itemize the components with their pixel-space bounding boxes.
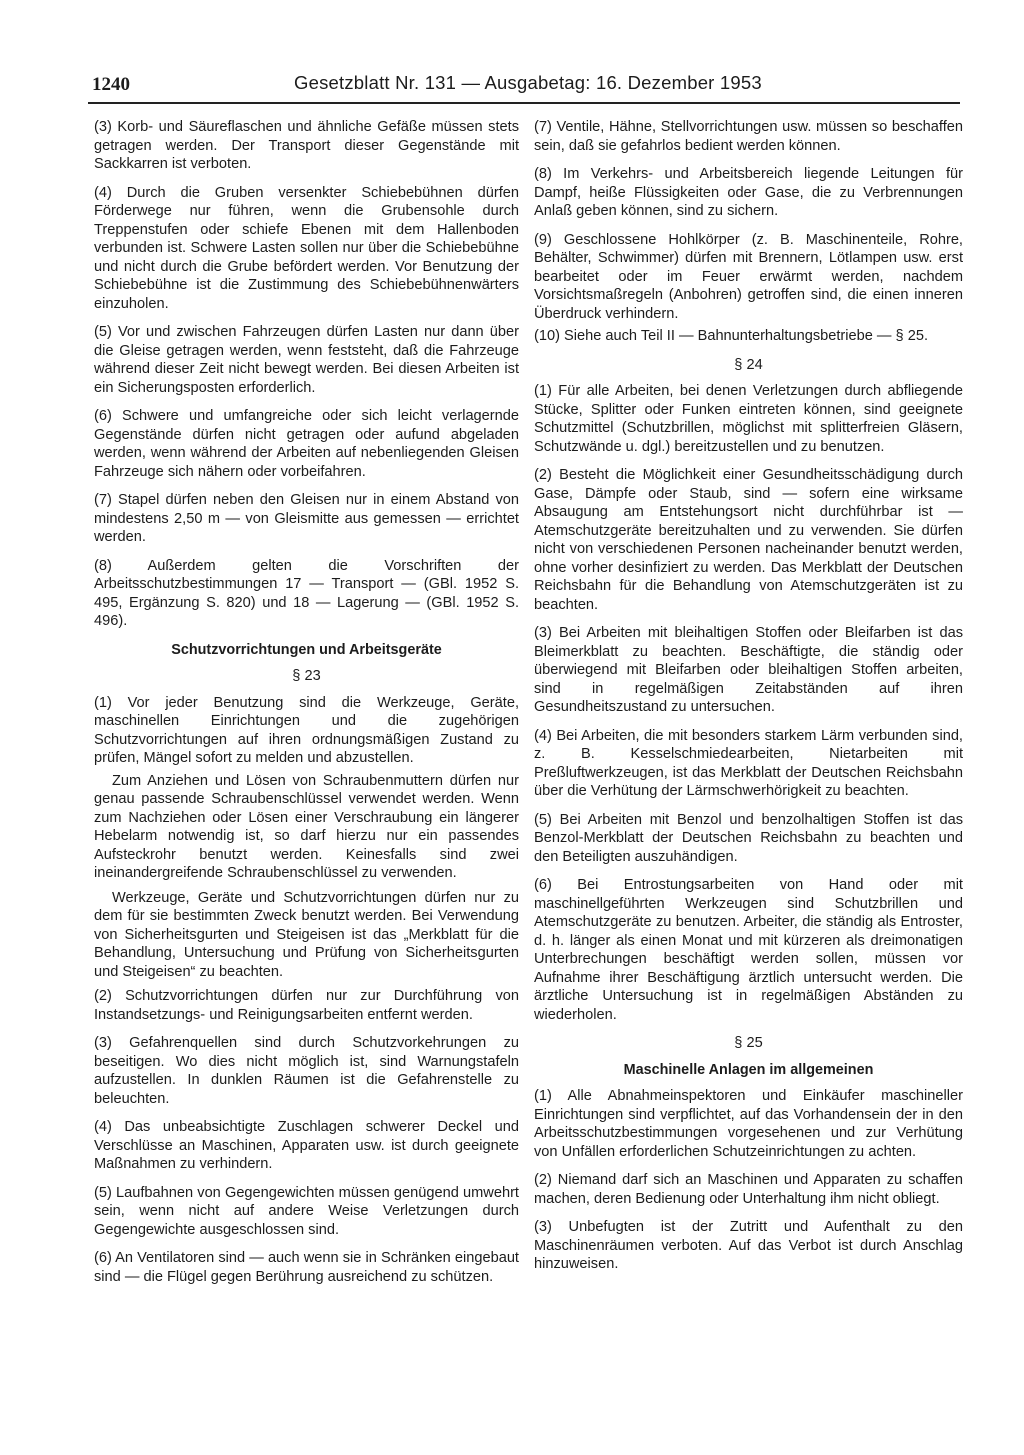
paragraph: (6) An Ventilatoren sind — auch wenn sie in Schränken eingebaut sind — die Flügel gegen Berührung ausreichend zu schützen. <box>94 1250 519 1285</box>
paragraph: (7) Stapel dürfen neben den Gleisen nur in einem Abstand von mindestens 2,50 m — von Gleismitte aus gemessen — errichtet werden. <box>94 492 519 545</box>
running-title: Gesetzblatt Nr. 131 — Ausgabetag: 16. Dezember 1953 <box>294 72 762 93</box>
paragraph: (6) Bei Entrostungsarbeiten von Hand oder mit maschinellgeführten Werkzeugen sind Schutzbrillen und Atemschutzgeräte zu benutzen. Arbeiter, die ständig als Entroster, d. h. länger als einen Monat und mit kürzeren als dreimonatigen Unterbrechungen beschäftigt werden sollen, müssen vor Aufnahme ihrer Beschäftigung ärztlich untersucht werden. Die ärztliche Untersuchung ist in regelmäßigen Abständen zu wiederholen. <box>534 877 963 1023</box>
section-number: § 23 <box>292 668 321 684</box>
paragraph: (5) Vor und zwischen Fahrzeugen dürfen Lasten nur dann über die Gleise getragen werden, wenn feststeht, daß die Fahrzeuge während dieser Zeit nicht bewegt werden. Bei diesen Arbeiten ist ein Sicherungsposten erforderlich. <box>94 324 519 396</box>
left-column <box>94 118 519 1296</box>
paragraph: (2) Besteht die Möglichkeit einer Gesundheitsschädigung durch Gase, Dämpfe oder Staub, sind — sofern eine wirksame Absaugung am Entstehungsort nicht durchführbar ist — Atemschutzgeräte bereitzuhalten und zu verwenden. Sie dürfen nicht von verschiedenen Personen nacheinander benutzt werden, ohne vorher desinfiziert zu werden. Das Merkblatt der Deutschen Reichsbahn für die Behandlung von Atemschutzgeräten ist zu beachten. <box>534 467 963 613</box>
paragraph: (6) Schwere und umfangreiche oder sich leicht verlagernde Gegenstände dürfen nicht getragen oder aufund abgeladen werden, wenn während der Arbeiten auf nebenliegenden Gleisen Fahrzeuge sich nähern oder vorbeifahren. <box>94 408 519 480</box>
paragraph: (4) Bei Arbeiten, die mit besonders starkem Lärm verbunden sind, z. B. Kesselschmiedearbeiten, Nietarbeiten mit Preßluftwerkzeugen, ist das Merkblatt der Deutschen Reichsbahn über die Verhütung der Lärmschwerhörigkeit zu beachten. <box>534 727 963 799</box>
paragraph: (5) Bei Arbeiten mit Benzol und benzolhaltigen Stoffen ist das Benzol-Merkblatt der Deutschen Reichsbahn zu beachten und den Beteiligten auszuhändigen. <box>534 811 963 865</box>
paragraph: (4) Durch die Gruben versenkter Schiebebühnen dürfen Förderwege nur führen, wenn die Grubensohle durch Treppenstufen oder schiefe Ebenen mit dem Hallenboden verbunden ist. Schwere Lasten sollen nur über die Schiebebühne und nicht durch die Grube befördert werden. Vor Benutzung der Schiebebühne ist die Zustimmung des Schiebebühnenwärters einzuholen. <box>94 184 519 312</box>
paragraph: (5) Laufbahnen von Gegengewichten müssen genügend umwehrt sein, wenn nicht auf andere Weise Verletzungen durch Gegengewichte ausgeschlossen sind. <box>94 1184 519 1238</box>
page-header <box>88 72 960 104</box>
page-number: 1240 <box>92 74 130 95</box>
section-number: § 24 <box>734 356 763 373</box>
paragraph: (4) Das unbeabsichtigte Zuschlagen schwerer Deckel und Verschlüsse an Maschinen, Apparaten usw. ist durch geeignete Maßnahmen zu verhindern. <box>94 1119 519 1172</box>
paragraph: (3) Gefahrenquellen sind durch Schutzvorkehrungen zu beseitigen. Wo dies nicht möglich ist, sind Warnungstafeln aufzustellen. In dunklen Räumen ist die Gefahrenstelle zu beleuchten. <box>94 1035 519 1107</box>
paragraph: Werkzeuge, Geräte und Schutzvorrichtungen dürfen nur zu dem für sie bestimmten Zweck benutzt werden. Bei Verwendung von Sicherheitsgurten und Steigeisen ist das „Merkblatt für die Behandlung, Untersuchung und Prüfung von Sicherheitsgurten und Steigeisen“ zu beachten. <box>94 889 519 980</box>
paragraph: (9) Geschlossene Hohlkörper (z. B. Maschinenteile, Rohre, Behälter, Schwimmer) dürfen mit Brennern, Lötlampen usw. erst bearbeitet oder im Feuer erwärmt werden, nachdem Vorsichtsmaßregeln (Anbohren) getroffen sind, die einen inneren Überdruck verhindern. <box>534 231 963 322</box>
paragraph: (2) Niemand darf sich an Maschinen und Apparaten zu schaffen machen, deren Bedienung oder Unterhaltung ihm nicht obliegt. <box>534 1172 963 1207</box>
paragraph: (2) Schutzvorrichtungen dürfen nur zur Durchführung von Instandsetzungs- und Reinigungsarbeiten entfernt werden. <box>94 988 519 1023</box>
section-heading: Schutzvorrichtungen und Arbeitsgeräte <box>171 641 442 658</box>
right-column <box>534 118 963 1284</box>
section-number: § 25 <box>734 1035 763 1051</box>
paragraph: (1) Für alle Arbeiten, bei denen Verletzungen durch abfliegende Stücke, Splitter oder Funken eintreten können, sind geeignete Schutzmittel (Schutzbrillen, möglichst mit splitterfreien Gläsern, Schutzwände u. dgl.) bereitzustellen und zu benutzen. <box>534 383 963 455</box>
paragraph: (8) Im Verkehrs- und Arbeitsbereich liegende Leitungen für Dampf, heiße Flüssigkeiten oder Gase, die zu Verbrennungen Anlaß geben können, sind zu sichern. <box>534 166 963 219</box>
paragraph: (3) Bei Arbeiten mit bleihaltigen Stoffen oder Bleifarben ist das Bleimerkblatt zu beachten. Beschäftigte, die ständig oder überwiegend mit Bleifarben oder bleihaltigen Stoffen arbeiten, sind in regelmäßigen Zeitabständen auf ihren Gesundheitszustand zu untersuchen. <box>534 625 963 715</box>
paragraph: (1) Alle Abnahmeinspektoren und Einkäufer maschineller Einrichtungen sind verpflichtet, auf das Vorhandensein der in den Arbeitsschutzbestimmungen vorgesehenen und zur Verhütung von Unfällen erforderlichen Schutzeinrichtungen zu achten. <box>534 1088 963 1160</box>
paragraph: Zum Anziehen und Lösen von Schraubenmuttern dürfen nur genau passende Schraubenschlüssel verwendet werden. Wenn zum Nachziehen oder Lösen einer Verschraubung ein längerer Hebelarm notwendig ist, so darf hierzu nur ein passendes Aufsteckrohr benutzt werden. Keinesfalls sind zwei ineinandergreifende Schraubenschlüssel zu verwenden. <box>94 772 519 881</box>
paragraph: (7) Ventile, Hähne, Stellvorrichtungen usw. müssen so beschaffen sein, daß sie gefahrlos bedient werden können. <box>534 119 963 154</box>
paragraph: (3) Unbefugten ist der Zutritt und Aufenthalt zu den Maschinenräumen verboten. Auf das Verbot ist durch Anschlag hinzuweisen. <box>534 1219 963 1272</box>
paragraph: (1) Vor jeder Benutzung sind die Werkzeuge, Geräte, maschinellen Einrichtungen und die zugehörigen Schutzvorrichtungen auf ihren ordnungsmäßigen Zustand zu prüfen, Mängel sofort zu melden und abzustellen. <box>94 694 519 766</box>
paragraph: (10) Siehe auch Teil II — Bahnunterhaltungsbetriebe — § 25. <box>534 328 929 344</box>
section-heading: Maschinelle Anlagen im allgemeinen <box>623 1061 874 1078</box>
paragraph: (3) Korb- und Säureflaschen und ähnliche Gefäße müssen stets getragen werden. Der Transport dieser Gegenstände mit Sackkarren ist verboten. <box>94 119 519 172</box>
paragraph: (8) Außerdem gelten die Vorschriften der Arbeitsschutzbestimmungen 17 — Transport — (GBl. 1952 S. 495, Ergänzung S. 820) und 18 — Lagerung — (GBl. 1952 S. 496). <box>94 557 519 629</box>
